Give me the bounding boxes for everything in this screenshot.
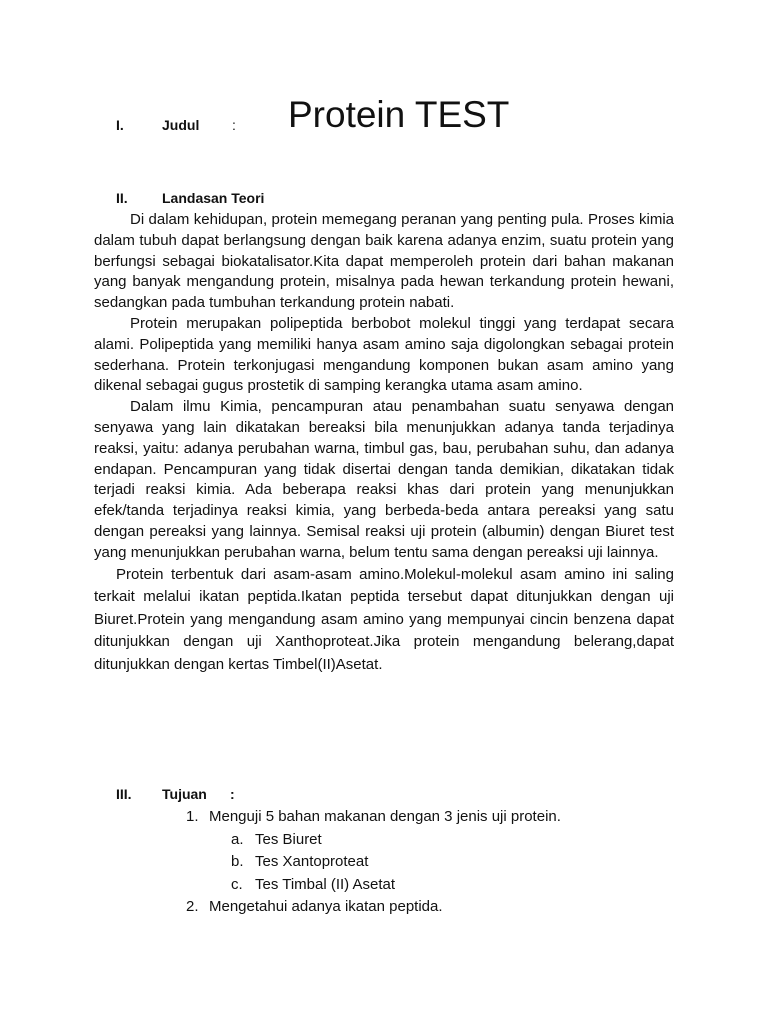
list-item [186, 896, 666, 919]
landasan-teori-body [94, 210, 674, 676]
section-number: I. [116, 117, 124, 133]
section-label: Judul [162, 117, 200, 133]
list-item [186, 806, 666, 829]
tujuan-list [186, 806, 666, 919]
list-marker: a. [231, 830, 244, 848]
list-item-text: Tes Timbal (II) Asetat [255, 875, 396, 893]
paragraph: Di dalam kehidupan, protein memegang peranan yang penting pula. Proses kimia dalam tubuh dapat berlangsung dengan baik karena adanya enzim, suatu protein yang berfungsi sebagai biokatalisator.Kita dapat memperoleh protein dari bahan makanan yang banyak mengandung protein, misalnya pada hewan terkandung protein hewani, sedangkan pada tumbuhan terkandung protein nabati. [94, 211, 674, 312]
list-marker: b. [231, 853, 244, 870]
section-number: III. [116, 786, 132, 802]
list-item-text: Tes Biuret [255, 830, 322, 848]
sub-list-item [186, 874, 666, 897]
section-colon: : [230, 786, 235, 802]
list-item-text: Mengetahui adanya ikatan peptida. [209, 898, 443, 915]
sub-list-item [186, 829, 666, 852]
list-marker: 2. [186, 898, 199, 915]
paragraph: Protein terbentuk dari asam-asam amino.Molekul-molekul asam amino ini saling terkait melalui ikatan peptida.Ikatan peptida tersebut dapat ditunjukkan dengan uji Biuret.Protein yang mengandung asam amino yang mempunyai cincin benzena dapat ditunjukkan dengan uji Xanthoproteat.Jika protein mengandung belerang,dapat ditunjukkan dengan kertas Timbel(II)Asetat. [94, 565, 674, 673]
list-item-text: Menguji 5 bahan makanan dengan 3 jenis uji protein. [209, 808, 561, 825]
section-number: II. [116, 190, 128, 206]
sub-list-item [186, 851, 666, 874]
list-marker: 1. [186, 808, 199, 825]
section-label: Tujuan [162, 786, 207, 802]
list-item-text: Tes Xantoproteat [255, 853, 369, 870]
paragraph: Protein merupakan polipeptida berbobot molekul tinggi yang terdapat secara alami. Polipeptida yang memiliki hanya asam amino saja digolongkan sebagai protein sederhana. Protein terkonjugasi mengandung komponen bukan asam amino yang dikenal sebagai gugus prostetik di samping kerangka utama asam amino. [94, 314, 674, 395]
section-colon: : [232, 117, 236, 133]
list-marker: c. [231, 875, 243, 893]
section-label: Landasan Teori [162, 190, 265, 206]
paragraph: Dalam ilmu Kimia, pencampuran atau penambahan suatu senyawa dengan senyawa yang lain dikatakan bereaksi bila menunjukkan adanya tanda terjadinya reaksi, yaitu: adanya perubahan warna, timbul gas, bau, perubahan suhu, dan adanya endapan. Pencampuran yang tidak disertai dengan tanda demikian, dikatakan tidak terjadi reaksi kimia. Ada beberapa reaksi khas dari protein yang menunjukkan efek/tanda terjadinya reaksi kimia, yang berbeda-beda antara pereaksi yang satu dengan pereaksi yang lainnya. Semisal reaksi uji protein (albumin) dengan Biuret test yang menunjukkan perubahan warna, belum tentu sama dengan pereaksi uji lainnya. [94, 398, 674, 561]
section-landasan-teori-heading [116, 190, 416, 210]
section-tujuan-heading [116, 786, 416, 806]
document-title: Protein TEST [288, 94, 510, 135]
